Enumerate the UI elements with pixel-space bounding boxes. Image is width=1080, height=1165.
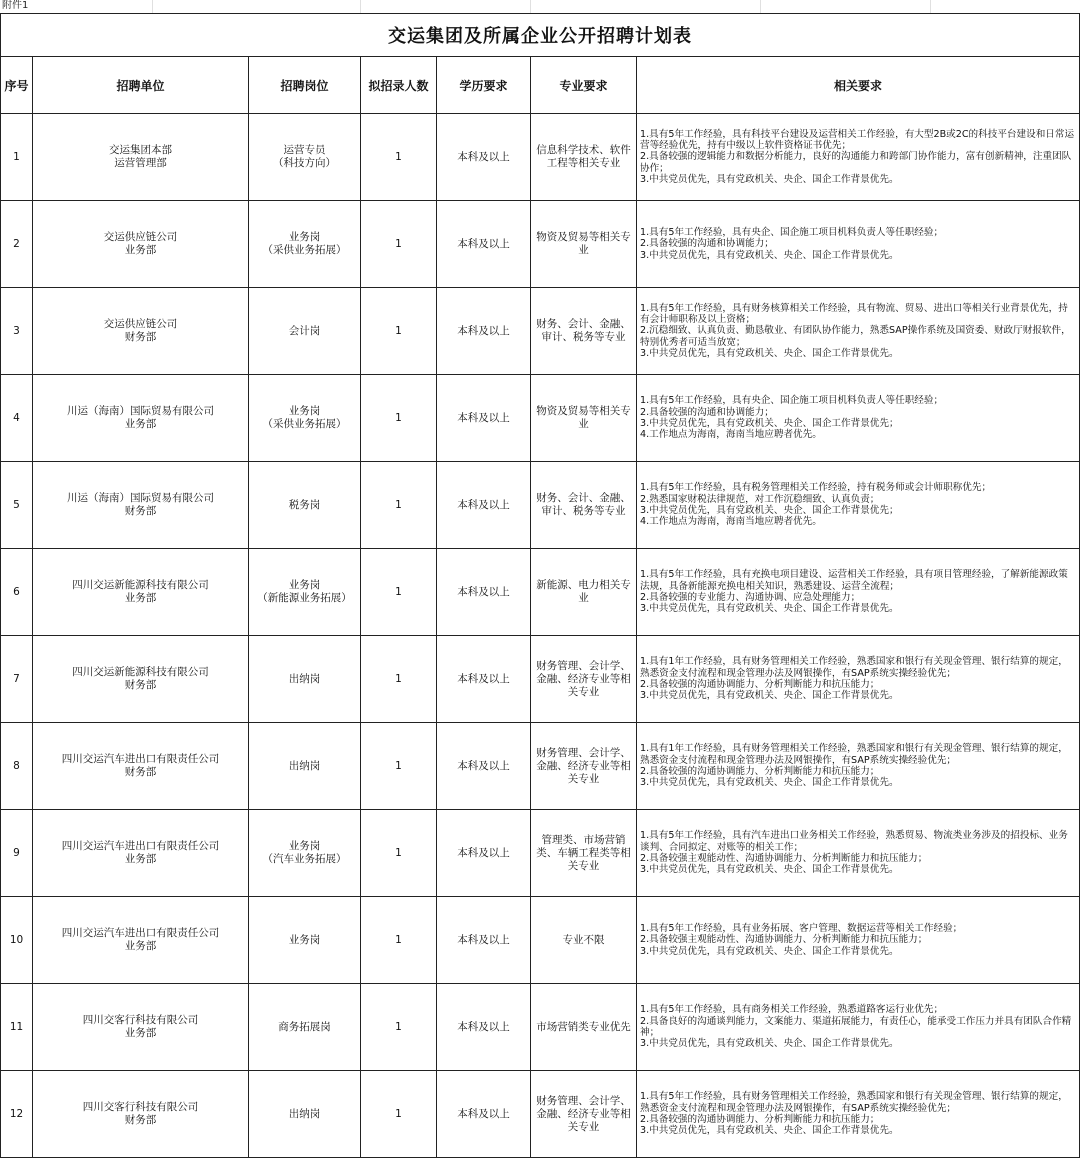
cell-education: 本科及以上 — [437, 1071, 531, 1158]
requirement-item: 3.中共党员优先，具有党政机关、央企、国企工作背景优先。 — [640, 173, 899, 185]
gridline — [360, 0, 361, 13]
table-body — [1, 114, 1080, 1158]
cell-count: 1 — [361, 810, 437, 897]
requirement-item: 2.具备较强的逻辑能力和数据分析能力，良好的沟通能力和跨部门协作能力，富有创新精神，注重团队协作； — [640, 151, 1072, 174]
unit-line: 交运供应链公司 — [103, 318, 178, 330]
cell-requirements — [637, 549, 1080, 636]
requirement-item: 2.熟悉国家财税法律规范，对工作沉稳细致、认真负责； — [640, 493, 880, 505]
requirement-item: 3.中共党员优先，具有党政机关、央企、国企工作背景优先。 — [640, 690, 899, 702]
cell-major: 信息科学技术、软件工程等相关专业 — [531, 114, 637, 201]
cell-no: 5 — [1, 462, 33, 549]
unit-line: 交运供应链公司 — [103, 231, 178, 243]
requirement-item: 4.工作地点为海南，海南当地应聘者优先。 — [640, 516, 822, 528]
position-line: 会计岗 — [288, 324, 321, 337]
cell-no: 2 — [1, 201, 33, 288]
requirement-item: 2.具备较强的沟通协调能力、分析判断能力和抗压能力； — [640, 679, 880, 690]
requirement-item: 2.具备良好的沟通谈判能力，文案能力、渠道拓展能力，有责任心，能承受工作压力并具有团队合作精神； — [640, 1015, 1072, 1038]
requirement-item: 1.具有5年工作经验，具有财务管理相关工作经验，熟悉国家和银行有关现金管理、银行结算的规定，熟悉资金支付流程和现金管理办法及网银操作，有SAP系统实操经验优先； — [640, 1091, 1068, 1114]
cell-education: 本科及以上 — [437, 288, 531, 375]
table-row — [1, 549, 1080, 636]
cell-unit — [33, 984, 249, 1071]
unit-line: 业务部 — [124, 244, 157, 256]
unit-line: 交运集团本部 — [109, 144, 172, 156]
table-row — [1, 897, 1080, 984]
cell-no: 7 — [1, 636, 33, 723]
requirement-item: 4.工作地点为海南，海南当地应聘者优先。 — [640, 429, 822, 441]
cell-requirements — [637, 897, 1080, 984]
cell-education: 本科及以上 — [437, 897, 531, 984]
table-row — [1, 1071, 1080, 1158]
cell-position — [249, 1071, 361, 1158]
position-line: 业务岗 — [288, 405, 321, 417]
requirement-item: 3.中共党员优先，具有党政机关、央企、国企工作背景优先。 — [640, 347, 899, 359]
cell-unit — [33, 549, 249, 636]
requirement-item: 2.具备较强的沟通协调能力、分析判断能力和抗压能力； — [640, 1114, 880, 1125]
unit-line: 四川交运新能源科技有限公司 — [72, 579, 209, 591]
cell-major: 物资及贸易等相关专业 — [531, 201, 637, 288]
cell-unit — [33, 810, 249, 897]
cell-unit — [33, 201, 249, 288]
unit-line: 四川交运汽车进出口有限责任公司 — [61, 927, 220, 939]
cell-no: 12 — [1, 1071, 33, 1158]
cell-position — [249, 114, 361, 201]
cell-unit — [33, 462, 249, 549]
requirement-item: 2.沉稳细致、认真负责、勤恳敬业、有团队协作能力，熟悉SAP操作系统及国资委、财政厅财报软件，特别优秀者可适当放宽； — [640, 325, 1071, 348]
cell-position — [249, 897, 361, 984]
cell-position — [249, 462, 361, 549]
gridline — [152, 0, 153, 13]
requirement-item: 2.具备较强主观能动性、沟通协调能力、分析判断能力和抗压能力； — [640, 853, 928, 864]
unit-line: 四川交运新能源科技有限公司 — [72, 666, 209, 678]
cell-major: 管理类、市场营销类、车辆工程类等相关专业 — [531, 810, 637, 897]
cell-unit — [33, 288, 249, 375]
cell-requirements — [637, 723, 1080, 810]
requirement-item: 3.中共党员优先，具有党政机关、央企、国企工作背景优先。 — [640, 864, 899, 876]
table-row — [1, 723, 1080, 810]
header-education: 学历要求 — [437, 57, 531, 114]
position-line: 商务拓展岗 — [278, 1020, 331, 1033]
attachment-label: 附件1 — [2, 0, 29, 11]
cell-education: 本科及以上 — [437, 375, 531, 462]
requirement-item: 2.具备较强主观能动性、沟通协调能力、分析判断能力和抗压能力； — [640, 934, 928, 946]
requirement-item: 3.中共党员优先，具有党政机关、央企、国企工作背景优先。 — [640, 1038, 899, 1050]
cell-unit — [33, 375, 249, 462]
cell-count: 1 — [361, 984, 437, 1071]
requirement-item: 1.具有5年工作经验，具有央企、国企施工项目机料负责人等任职经验； — [640, 395, 944, 407]
cell-major: 专业不限 — [531, 897, 637, 984]
header-position: 招聘岗位 — [249, 57, 361, 114]
cell-position — [249, 375, 361, 462]
cell-count: 1 — [361, 201, 437, 288]
cell-count: 1 — [361, 114, 437, 201]
requirement-item: 2.具备较强的沟通和协调能力； — [640, 406, 774, 418]
position-line: （汽车业务拓展） — [262, 853, 347, 865]
cell-no: 3 — [1, 288, 33, 375]
cell-position — [249, 810, 361, 897]
cell-count: 1 — [361, 549, 437, 636]
cell-major: 财务管理、会计学、金融、经济专业等相关专业 — [531, 1071, 637, 1158]
cell-no: 1 — [1, 114, 33, 201]
cell-count: 1 — [361, 288, 437, 375]
cell-requirements — [637, 288, 1080, 375]
unit-line: 川运（海南）国际贸易有限公司 — [67, 492, 214, 504]
unit-line: 四川交客行科技有限公司 — [82, 1014, 199, 1026]
unit-line: 业务部 — [124, 940, 157, 952]
table-row — [1, 114, 1080, 201]
requirement-item: 3.中共党员优先，具有党政机关、央企、国企工作背景优先。 — [640, 777, 899, 789]
requirement-item: 3.中共党员优先，具有党政机关、央企、国企工作背景优先； — [640, 418, 899, 429]
requirement-item: 3.中共党员优先，具有党政机关、央企、国企工作背景优先。 — [640, 603, 899, 615]
cell-position — [249, 984, 361, 1071]
header-no: 序号 — [1, 57, 33, 114]
header-major: 专业要求 — [531, 57, 637, 114]
unit-line: 四川交运汽车进出口有限责任公司 — [61, 840, 220, 852]
cell-major: 财务管理、会计学、金融、经济专业等相关专业 — [531, 723, 637, 810]
position-line: 业务岗 — [288, 840, 321, 852]
cell-unit — [33, 1071, 249, 1158]
position-line: 运营专员 — [283, 144, 326, 156]
cell-no: 6 — [1, 549, 33, 636]
cell-position — [249, 723, 361, 810]
cell-requirements — [637, 810, 1080, 897]
cell-unit — [33, 897, 249, 984]
table-row — [1, 636, 1080, 723]
position-line: （科技方向） — [273, 157, 336, 169]
unit-line: 财务部 — [124, 331, 157, 343]
requirement-item: 2.具备较强的沟通协调能力、分析判断能力和抗压能力； — [640, 766, 880, 777]
cell-major: 财务、会计、金融、审计、税务等专业 — [531, 462, 637, 549]
requirement-item: 1.具有5年工作经验，具有税务管理相关工作经验，持有税务师或会计师职称优先； — [640, 482, 992, 494]
cell-count: 1 — [361, 897, 437, 984]
table-row — [1, 375, 1080, 462]
cell-education: 本科及以上 — [437, 636, 531, 723]
cell-no: 10 — [1, 897, 33, 984]
cell-position — [249, 201, 361, 288]
table-row — [1, 462, 1080, 549]
cell-requirements — [637, 114, 1080, 201]
cell-education: 本科及以上 — [437, 201, 531, 288]
cell-unit — [33, 114, 249, 201]
unit-line: 业务部 — [124, 418, 157, 430]
table-row — [1, 984, 1080, 1071]
cell-count: 1 — [361, 723, 437, 810]
unit-line: 运营管理部 — [114, 157, 167, 169]
table-row — [1, 288, 1080, 375]
requirement-item: 1.具有1年工作经验，具有财务管理相关工作经验，熟悉国家和银行有关现金管理、银行结算的规定，熟悉资金支付流程和现金管理办法及网银操作，有SAP系统实操经验优先； — [640, 656, 1068, 679]
position-line: 税务岗 — [288, 498, 321, 511]
cell-major: 新能源、电力相关专业 — [531, 549, 637, 636]
cell-count: 1 — [361, 636, 437, 723]
cell-requirements — [637, 984, 1080, 1071]
requirement-item: 2.具备较强的沟通和协调能力； — [640, 238, 774, 250]
position-line: （采供业务拓展） — [262, 418, 347, 430]
position-line: 业务岗 — [288, 933, 321, 946]
requirement-item: 3.中共党员优先，具有党政机关、央企、国企工作背景优先。 — [640, 249, 899, 261]
page-title: 交运集团及所属企业公开招聘计划表 — [0, 13, 1080, 56]
position-line: （采供业务拓展） — [262, 244, 347, 256]
unit-line: 财务部 — [124, 766, 157, 778]
cell-no: 9 — [1, 810, 33, 897]
requirement-item: 3.中共党员优先，具有党政机关、央企、国企工作背景优先。 — [640, 945, 899, 957]
requirement-item: 1.具有5年工作经验，具有业务拓展、客户管理、数据运营等相关工作经验； — [640, 923, 963, 935]
cell-major: 物资及贸易等相关专业 — [531, 375, 637, 462]
gridline — [930, 0, 931, 13]
cell-no: 11 — [1, 984, 33, 1071]
unit-line: 财务部 — [124, 1114, 157, 1126]
unit-line: 业务部 — [124, 592, 157, 604]
cell-requirements — [637, 201, 1080, 288]
header-requirements: 相关要求 — [637, 57, 1080, 114]
cell-major: 市场营销类专业优先 — [531, 984, 637, 1071]
cell-no: 4 — [1, 375, 33, 462]
position-line: 出纳岗 — [288, 759, 321, 772]
requirement-item: 1.具有5年工作经验，具有商务相关工作经验，熟悉道路客运行业优先； — [640, 1004, 944, 1016]
requirement-item: 1.具有5年工作经验，具有财务核算相关工作经验，具有物流、贸易、进出口等相关行业背景优先，持有会计师职称及以上资格； — [640, 302, 1068, 326]
requirement-item: 1.具有5年工作经验，具有央企、国企施工项目机料负责人等任职经验； — [640, 227, 944, 239]
table-row — [1, 201, 1080, 288]
requirement-item: 3.中共党员优先，具有党政机关、央企、国企工作背景优先； — [640, 505, 899, 516]
cell-requirements — [637, 1071, 1080, 1158]
cell-education: 本科及以上 — [437, 462, 531, 549]
requirement-item: 1.具有5年工作经验，具有科技平台建设及运营相关工作经验，有大型2B或2C的科技平台建设和日常运营等经验优先，持有中级以上软件资格证书优先； — [640, 128, 1075, 152]
cell-major: 财务管理、会计学、金融、经济专业等相关专业 — [531, 636, 637, 723]
header-count: 拟招录人数 — [361, 57, 437, 114]
cell-position — [249, 549, 361, 636]
unit-line: 四川交客行科技有限公司 — [82, 1101, 199, 1113]
unit-line: 川运（海南）国际贸易有限公司 — [67, 405, 214, 417]
cell-count: 1 — [361, 1071, 437, 1158]
requirement-item: 1.具有5年工作经验，具有汽车进出口业务相关工作经验，熟悉贸易、物流类业务涉及的招投标、业务谈判、合同拟定、对账等的相关工作； — [640, 830, 1068, 853]
cell-education: 本科及以上 — [437, 114, 531, 201]
table-row — [1, 810, 1080, 897]
cell-major: 财务、会计、金融、审计、税务等专业 — [531, 288, 637, 375]
cell-education: 本科及以上 — [437, 810, 531, 897]
cell-count: 1 — [361, 375, 437, 462]
requirement-item: 3.中共党员优先，具有党政机关、央企、国企工作背景优先。 — [640, 1125, 899, 1137]
sheet-top-strip — [0, 0, 1080, 14]
recruitment-table — [0, 56, 1080, 1158]
cell-requirements — [637, 636, 1080, 723]
requirement-item: 2.具备较强的专业能力、沟通协调、应急处理能力； — [640, 592, 861, 603]
unit-line: 财务部 — [124, 505, 157, 517]
gridline — [760, 0, 761, 13]
cell-requirements — [637, 462, 1080, 549]
cell-requirements — [637, 375, 1080, 462]
requirement-item: 1.具有5年工作经验，具有充换电项目建设、运营相关工作经验，具有项目管理经验，了解新能源政策法规，具备新能源充换电相关知识，熟悉建设、运营全流程； — [640, 569, 1068, 592]
cell-unit — [33, 636, 249, 723]
header-unit: 招聘单位 — [33, 57, 249, 114]
requirement-item: 1.具有1年工作经验，具有财务管理相关工作经验，熟悉国家和银行有关现金管理、银行结算的规定，熟悉资金支付流程和现金管理办法及网银操作，有SAP系统实操经验优先； — [640, 743, 1068, 766]
unit-line: 财务部 — [124, 679, 157, 691]
cell-count: 1 — [361, 462, 437, 549]
cell-position — [249, 288, 361, 375]
cell-education: 本科及以上 — [437, 723, 531, 810]
cell-unit — [33, 723, 249, 810]
position-line: 业务岗 — [288, 231, 321, 243]
cell-education: 本科及以上 — [437, 549, 531, 636]
position-line: （新能源业务拓展） — [257, 592, 352, 604]
unit-line: 业务部 — [124, 1027, 157, 1039]
unit-line: 业务部 — [124, 853, 157, 865]
unit-line: 四川交运汽车进出口有限责任公司 — [61, 753, 220, 765]
gridline — [530, 0, 531, 13]
header-row — [1, 57, 1080, 114]
cell-no: 8 — [1, 723, 33, 810]
position-line: 出纳岗 — [288, 672, 321, 685]
cell-position — [249, 636, 361, 723]
cell-education: 本科及以上 — [437, 984, 531, 1071]
position-line: 出纳岗 — [288, 1107, 321, 1120]
position-line: 业务岗 — [288, 579, 321, 591]
